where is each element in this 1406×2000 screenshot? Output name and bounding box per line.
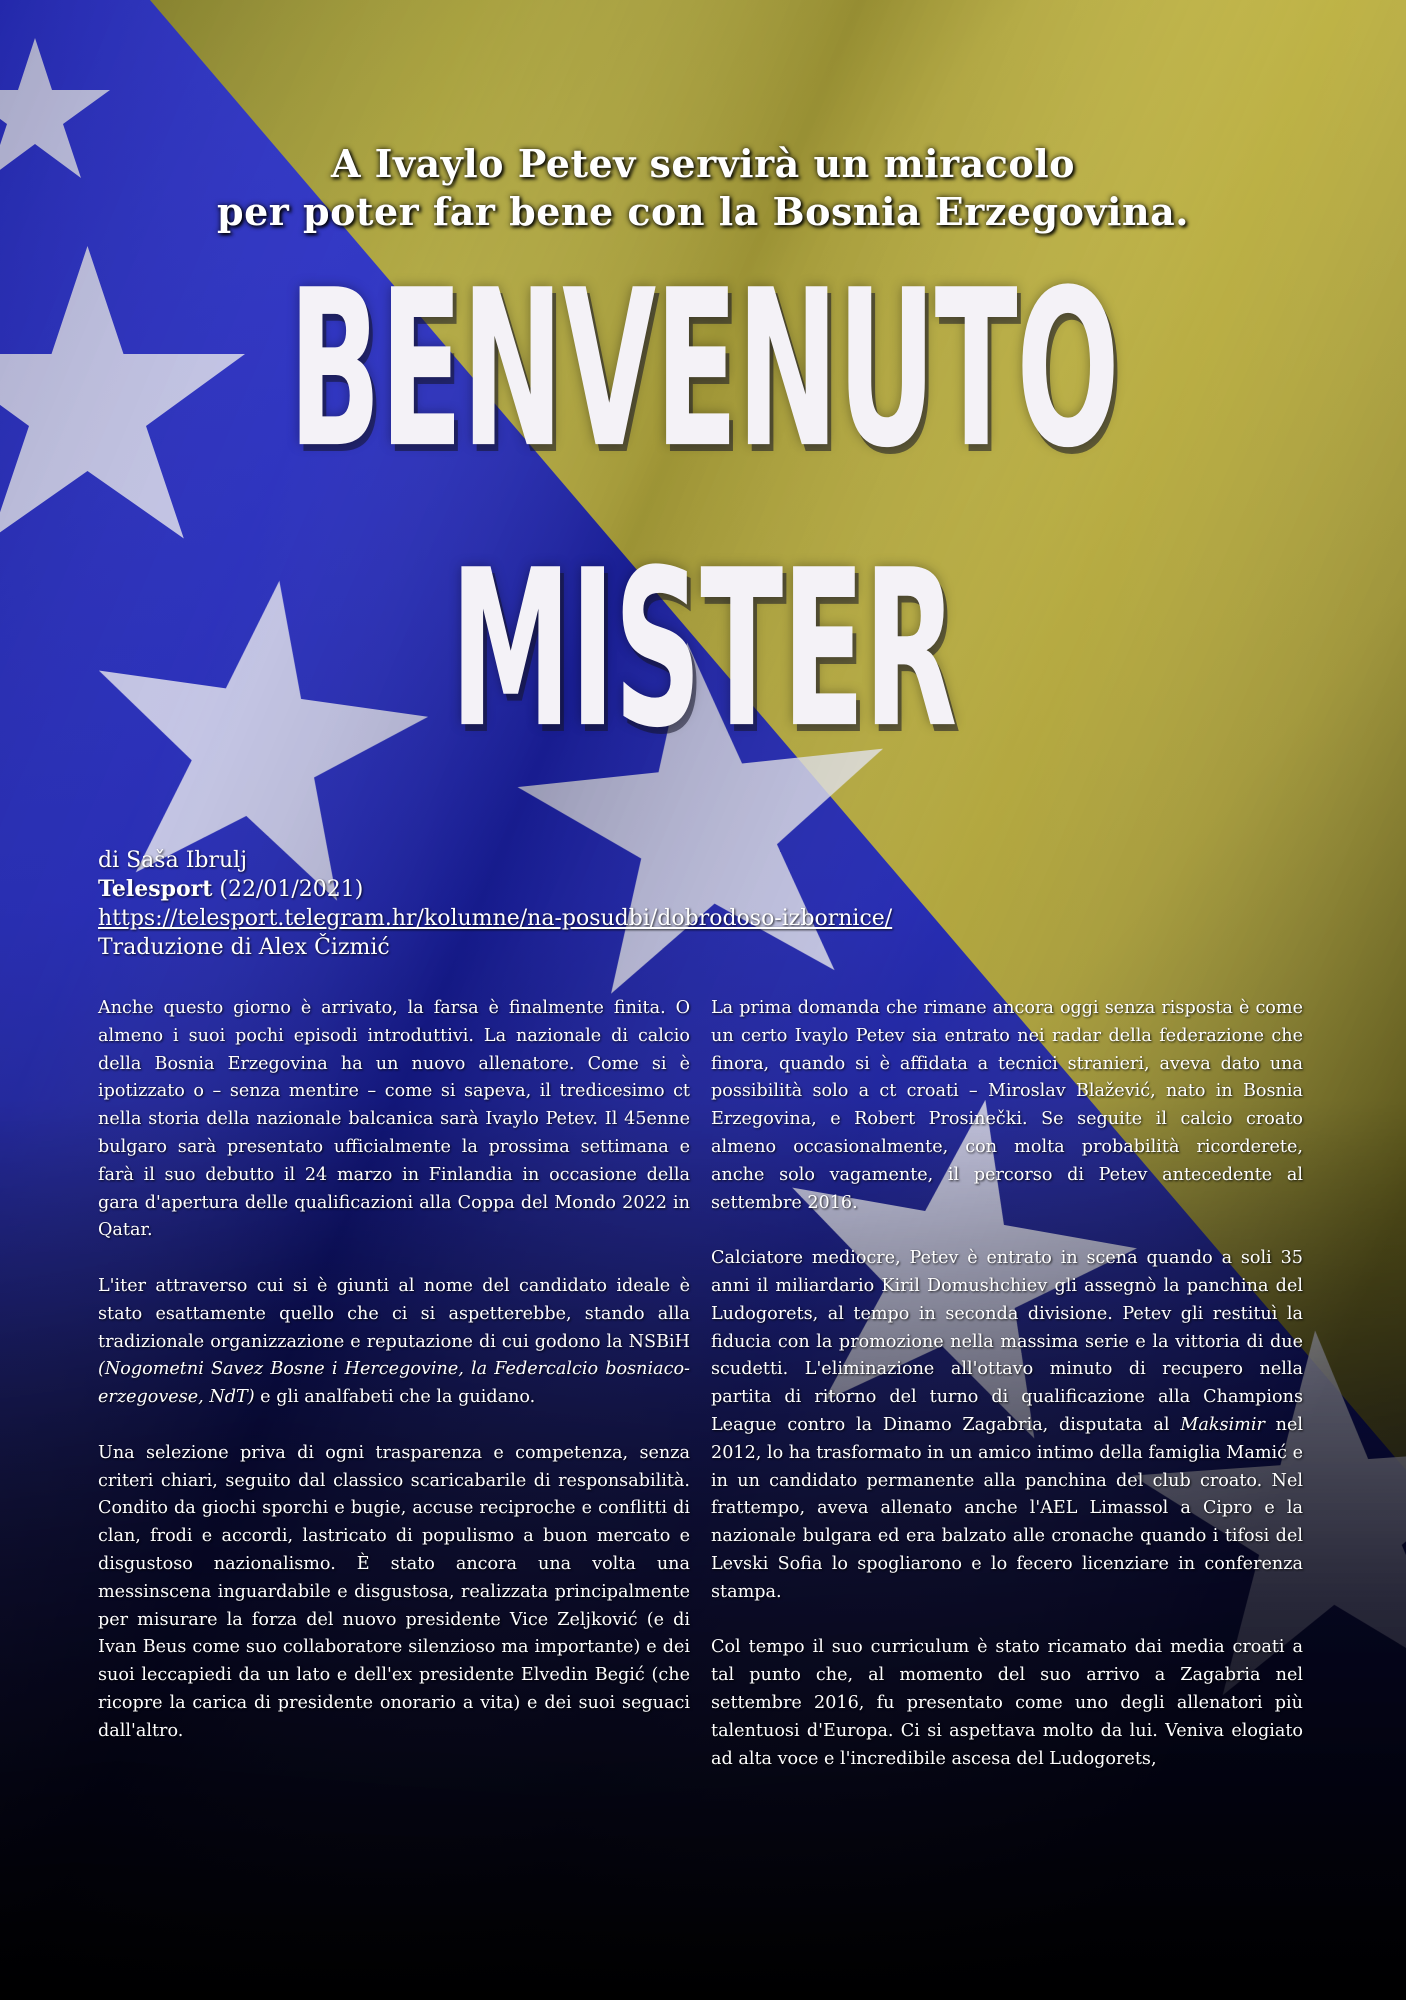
article-column-right [711, 995, 1303, 1801]
paragraph: Anche questo giorno è arrivato, la farsa è finalmente finita. O almeno i suoi pochi episodi introduttivi. La nazionale di calcio della Bosnia Erzegovina ha un nuovo allenatore. Come si è ipotizzato o – senza mentire – come si sapeva, il tredicesimo ct nella storia della nazionale balcanica sarà Ivaylo Petev. Il 45enne bulgaro sarà presentato ufficialmente la prossima settimana e farà il suo debutto il 24 marzo in Finlandia in occasione della gara d'apertura delle qualificazioni alla Coppa del Mondo 2022 in Qatar. [98, 998, 690, 1241]
headline-line-2-container [0, 520, 1406, 780]
source-date: (22/01/2021) [212, 877, 364, 902]
headline-line-1: BENVENUTO [287, 243, 1118, 496]
byline [98, 846, 998, 962]
subtitle-line-2: per poter far bene con la Bosnia Erzegovina. [217, 189, 1189, 234]
italic-place-name: Maksimir [1180, 1414, 1265, 1435]
paragraph: La prima domanda che rimane ancora oggi senza risposta è come un certo Ivaylo Petev sia entrato nei radar della federazione che finora, quando si è affidata a tecnici stranieri, aveva dato una possibilità solo a ct croati – Miroslav Blažević, nato in Bosnia Erzegovina, e Robert Prosinečki. Se seguite il calcio croato almeno occasionalmente, con molta probabilità ricorderete, anche solo vagamente, il percorso di Petev antecedente al settembre 2016. [711, 998, 1303, 1213]
italic-note: (Nogometni Savez Bosne i Hercegovine, la Federcalcio bosniaco-erzegovese, NdT) [98, 1359, 690, 1408]
article-column-left [98, 995, 690, 1773]
translation-credit: Traduzione di Alex Čizmić [98, 935, 390, 960]
paragraph: Col tempo il suo curriculum è stato ricamato dai media croati a tal punto che, al momento del suo arrivo a Zagabria nel settembre 2016, fu presentato come uno degli allenatori più talentuosi d'Europa. Ci si aspettava molto da lui. Veniva elogiato ad alta voce e l'incredibile ascesa del Ludogorets, [711, 1637, 1303, 1769]
source-name: Telesport [98, 876, 213, 902]
paragraph: Una selezione priva di ogni trasparenza e competenza, senza criteri chiari, seguito dal classico scaricabarile di responsabilità. Condito da giochi sporchi e bugie, accuse reciproche e conflitti di clan, frodi e accordi, lastricato di populismo a buon mercato e disgustoso nazionalismo. È stato ancora una volta una messinscena inguardabile e disgustosa, realizzata principalmente per misurare la forza del nuovo presidente Vice Zeljković (e di Ivan Beus come suo collaboratore silenzioso ma importante) e dei suoi leccapiedi da un lato e dell'ex presidente Elvedin Begić (che ricopre la carica di presidente onorario a vita) e dei suoi seguaci dall'altro. [98, 1442, 690, 1741]
headline-line-2: MISTER [450, 523, 956, 776]
source-link[interactable]: https://telesport.telegram.hr/kolumne/na-posudbi/dobrodoso-izbornice/ [98, 906, 893, 931]
headline-line-1-container [0, 240, 1406, 500]
paragraph: Calciatore mediocre, Petev è entrato in scena quando a soli 35 anni il miliardario Kiril Domushchiev gli assegnò la panchina del Ludogorets, al tempo in seconda divisione. Petev gli restituì la fiducia con la promozione nella massima serie e la vittoria di due scudetti. L'eliminazione all'ottavo minuto di recupero nella partita di ritorno del turno di qualificazione alla Champions League contro la Dinamo Zagabria, disputata al Maksimir nel 2012, lo ha trasformato in un amico intimo della famiglia Mamić e in un candidato permanente alla panchina del club croato. Nel frattempo, aveva allenato anche l'AEL Limassol a Cipro e la nazionale bulgara ed era balzato alle cronache quando i tifosi del Levski Sofia lo spogliarono e lo fecero licenziare in conferenza stampa. [711, 1248, 1303, 1602]
subtitle-line-1: A Ivaylo Petev servirà un miracolo [330, 141, 1076, 186]
author: di Saša Ibrulj [98, 848, 248, 873]
paragraph: L'iter attraverso cui si è giunti al nome del candidato ideale è stato esattamente quello che ci si aspetterebbe, stando alla tradizionale organizzazione e reputazione di cui godono la NSBiH (Nogometni Savez Bosne i Hercegovine, la Federcalcio bosniaco-erzegovese, NdT) e gli analfabeti che la guidano. [98, 1275, 690, 1408]
source [98, 875, 998, 904]
